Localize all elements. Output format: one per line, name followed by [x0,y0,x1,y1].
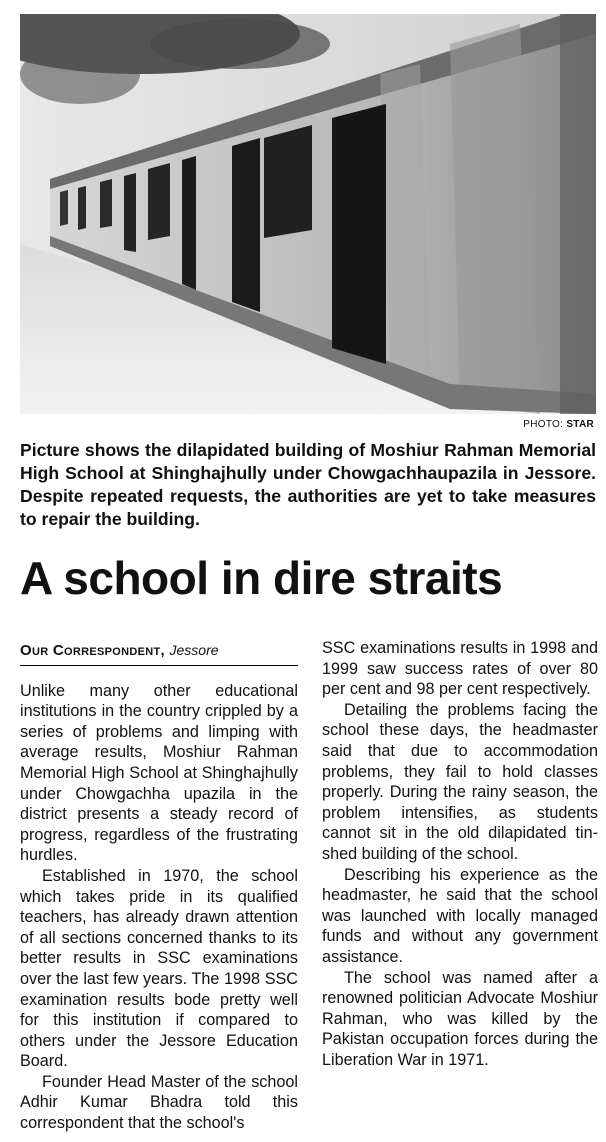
photo-credit-label: PHOTO: [523,419,564,430]
article-column-2 [322,638,598,1070]
paragraph: Unlike many other educational institutions in the country crippled by a series of problems and limping with average results, Moshiur Rahman Memorial High School at Shinghajhully under Chowgachha upazila in the district presents a steady record of progress, regardless of the frustrating hurdles. [20,681,298,865]
school-building-photo [20,14,596,414]
news-photo [20,14,596,414]
paragraph: Detailing the problems facing the school these days, the headmaster said that due to accommodation problems, they fail to hold classes properly. During the rainy season, the problem intensifies, as students cannot sit in the old dilapidated tin-shed building of the school. [322,700,598,863]
headline: A school in dire straits [20,552,503,604]
byline-location: Jessore [169,642,219,658]
article-column-1 [20,640,298,1134]
paragraph: Founder Head Master of the school Adhir Kumar Bhadra told this correspondent that the school's [20,1072,298,1133]
photo-credit-source: STAR [566,419,594,430]
photo-credit [523,419,594,430]
byline [20,640,298,666]
paragraph: SSC examinations results in 1998 and 1999 saw success rates of over 80 per cent and 98 per cent respectively. [322,639,598,699]
paragraph: Established in 1970, the school which takes pride in its qualified teachers, has already drawn attention of all sections concerned thanks to its better results in SSC examinations over the last few years. The 1998 SSC examination results bode pretty well for this institution if compared to others under the Jessore Education Board. [20,866,298,1071]
byline-author: Our Correspondent, [20,642,166,659]
photo-caption: Picture shows the dilapidated building of Moshiur Rahman Memorial High School at Shinghajhully under Chowgachhaupazila in Jessore. Despite repeated requests, the authorities are yet to take measures to repair the building. [20,440,596,529]
paragraph: Describing his experience as the headmaster, he said that the school was launched with locally managed funds and without any government assistance. [322,865,598,966]
paragraph: The school was named after a renowned politician Advocate Moshiur Rahman, who was killed by the Pakistan occupation forces during the Liberation War in 1971. [322,968,598,1069]
